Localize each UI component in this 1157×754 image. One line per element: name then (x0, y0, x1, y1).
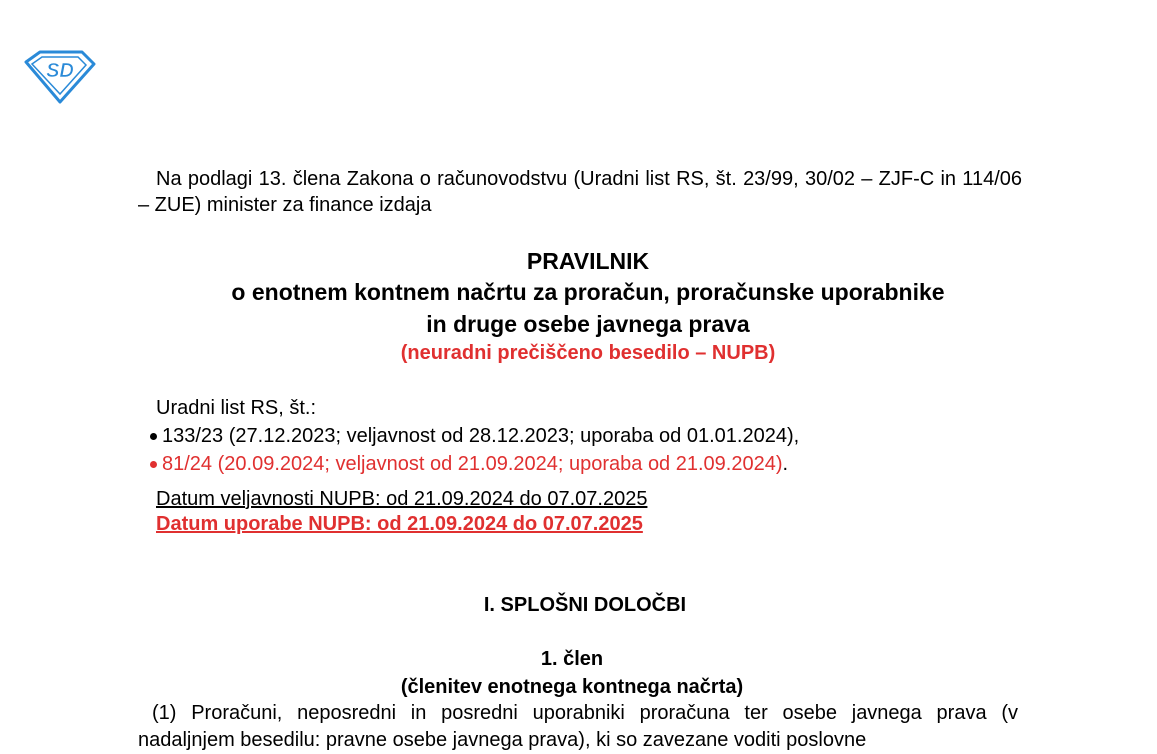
article-heading (0, 645, 1144, 701)
unofficial-text-note: (neuradni prečiščeno besedilo – NUPB) (400, 342, 776, 364)
article-number: 1. člen (540, 648, 604, 670)
gazette-item-text: 81/24 (20.09.2024; veljavnost od 21.09.2024; uporaba od 21.09.2024) (162, 453, 783, 475)
gazette-item (150, 422, 799, 450)
gazette-item (150, 450, 799, 478)
gazette-label: Uradni list RS, št.: (156, 397, 317, 419)
gazette-item-tail: . (782, 453, 789, 475)
dates-block (156, 487, 647, 537)
document-subtitle-line1: o enotnem kontnem načrtu za proračun, proračunske uporabnike (231, 279, 945, 305)
document-subtitle-line2: in druge osebe javnega prava (426, 311, 750, 337)
gazette-item-text: 133/23 (27.12.2023; veljavnost od 28.12.2023; uporaba od 01.01.2024), (162, 425, 800, 447)
bullet-icon (150, 433, 157, 440)
svg-text:SD: SD (46, 60, 74, 82)
validity-date: Datum veljavnosti NUPB: od 21.09.2024 do 07.07.2025 (156, 488, 648, 510)
chapter-heading: I. SPLOŠNI DOLOČBI (483, 594, 687, 616)
document-title: PRAVILNIK (526, 248, 650, 274)
gazette-list (150, 422, 799, 478)
article-title: (členitev enotnega kontnega načrta) (400, 676, 744, 698)
bullet-icon (150, 461, 157, 468)
article-body: (1) Proračuni, neposredni in posredni uporabniki proračuna ter osebe javnega prava (v nadaljnjem besedilu: pravne osebe javnega prava), ki so zavezane voditi poslovne (138, 702, 1018, 751)
intro-paragraph: Na podlagi 13. člena Zakona o računovodstvu (Uradni list RS, št. 23/99, 30/02 – ZJF-C in 114/06 – ZUE) minister za finance izdaja (138, 168, 1022, 216)
use-date: Datum uporabe NUPB: od 21.09.2024 do 07.07.2025 (156, 513, 643, 535)
sd-logo-icon (22, 48, 96, 104)
title-block (0, 246, 1157, 366)
